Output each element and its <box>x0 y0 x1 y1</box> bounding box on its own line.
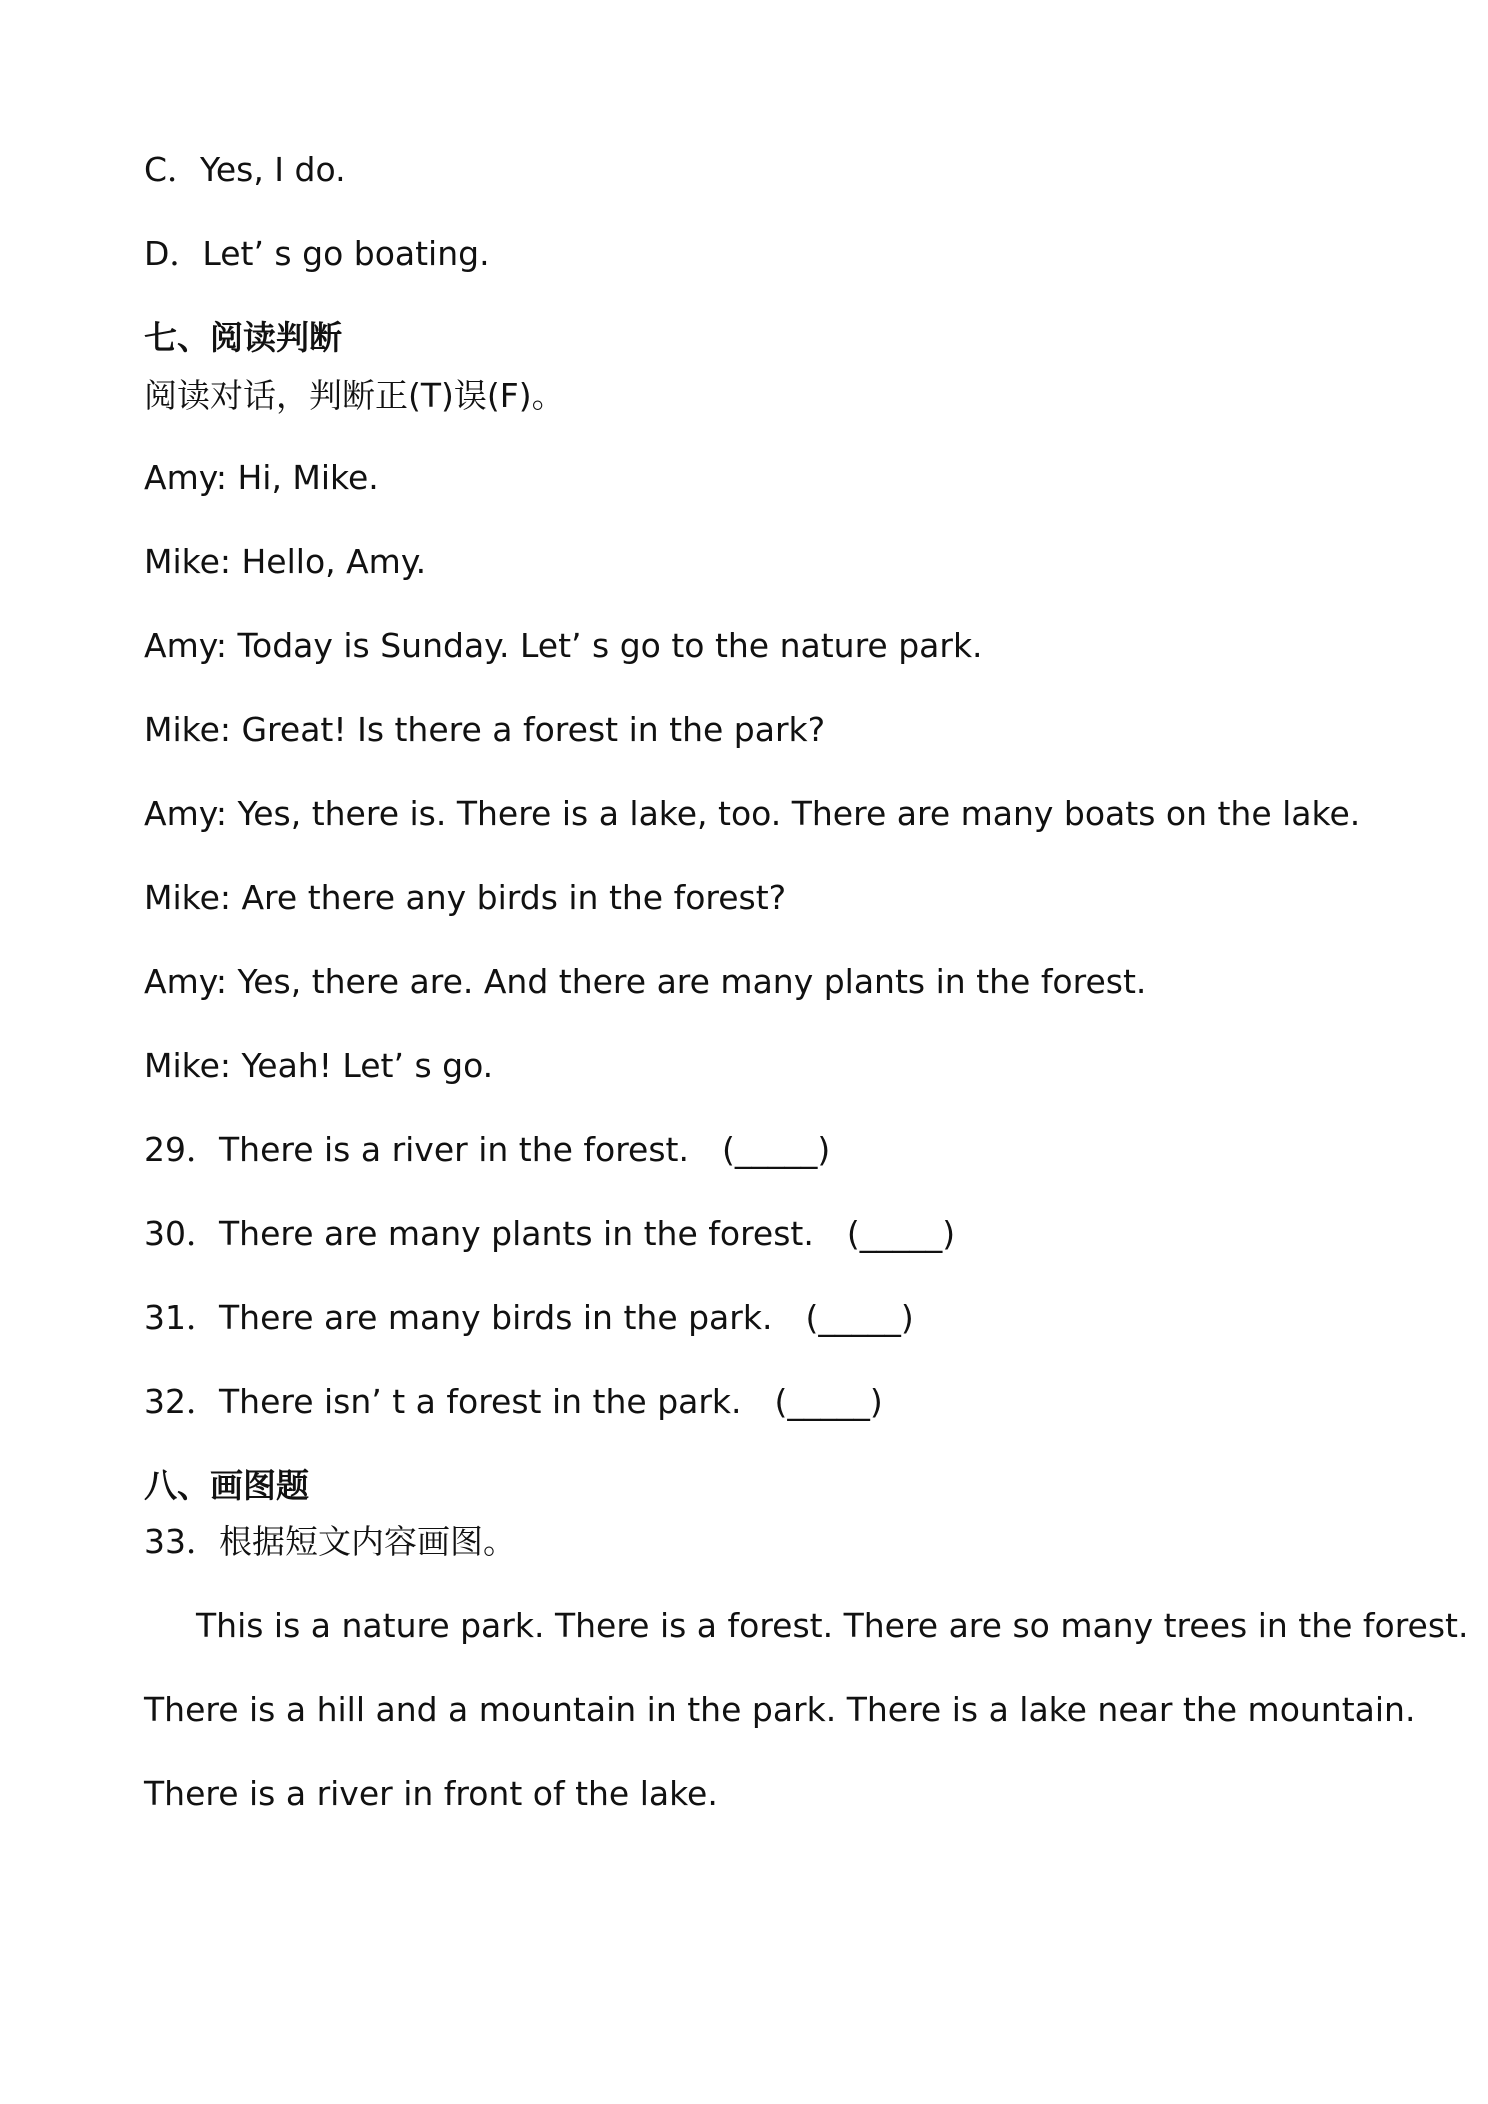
question-29: 29．There is a river in the forest. (_____) <box>144 1130 831 1169</box>
dialogue-line: Mike: Great! Is there a forest in the park? <box>144 710 826 749</box>
dialogue-line: Mike: Are there any birds in the forest? <box>144 878 787 917</box>
passage-line: There is a river in front of the lake. <box>144 1774 718 1813</box>
dialogue-line: Amy: Yes, there are. And there are many plants in the forest. <box>144 962 1147 1001</box>
dialogue-line: Amy: Yes, there is. There is a lake, too. There are many boats on the lake. <box>144 794 1361 833</box>
dialogue-line: Mike: Hello, Amy. <box>144 542 427 581</box>
dialogue-line: Amy: Today is Sunday. Let’ s go to the nature park. <box>144 626 983 665</box>
question-32: 32．There isn’ t a forest in the park. (_____) <box>144 1382 883 1421</box>
question-30: 30．There are many plants in the forest. (_____) <box>144 1214 956 1253</box>
option-d: D．Let’ s go boating. <box>144 234 490 273</box>
section-7-heading: 七、阅读判断 <box>144 318 342 357</box>
dialogue-line: Amy: Hi, Mike. <box>144 458 379 497</box>
dialogue-line: Mike: Yeah! Let’ s go. <box>144 1046 494 1085</box>
question-33: 33．根据短文内容画图。 <box>144 1522 516 1561</box>
section-8-heading: 八、画图题 <box>144 1466 309 1505</box>
passage-line: There is a hill and a mountain in the park. There is a lake near the mountain. <box>144 1690 1416 1729</box>
question-31: 31．There are many birds in the park. (_____) <box>144 1298 914 1337</box>
option-c: C．Yes, I do. <box>144 150 346 189</box>
passage-line: This is a nature park. There is a forest. There are so many trees in the forest. <box>196 1606 1469 1645</box>
section-7-instruction: 阅读对话，判断正(T)误(F)。 <box>144 376 565 415</box>
